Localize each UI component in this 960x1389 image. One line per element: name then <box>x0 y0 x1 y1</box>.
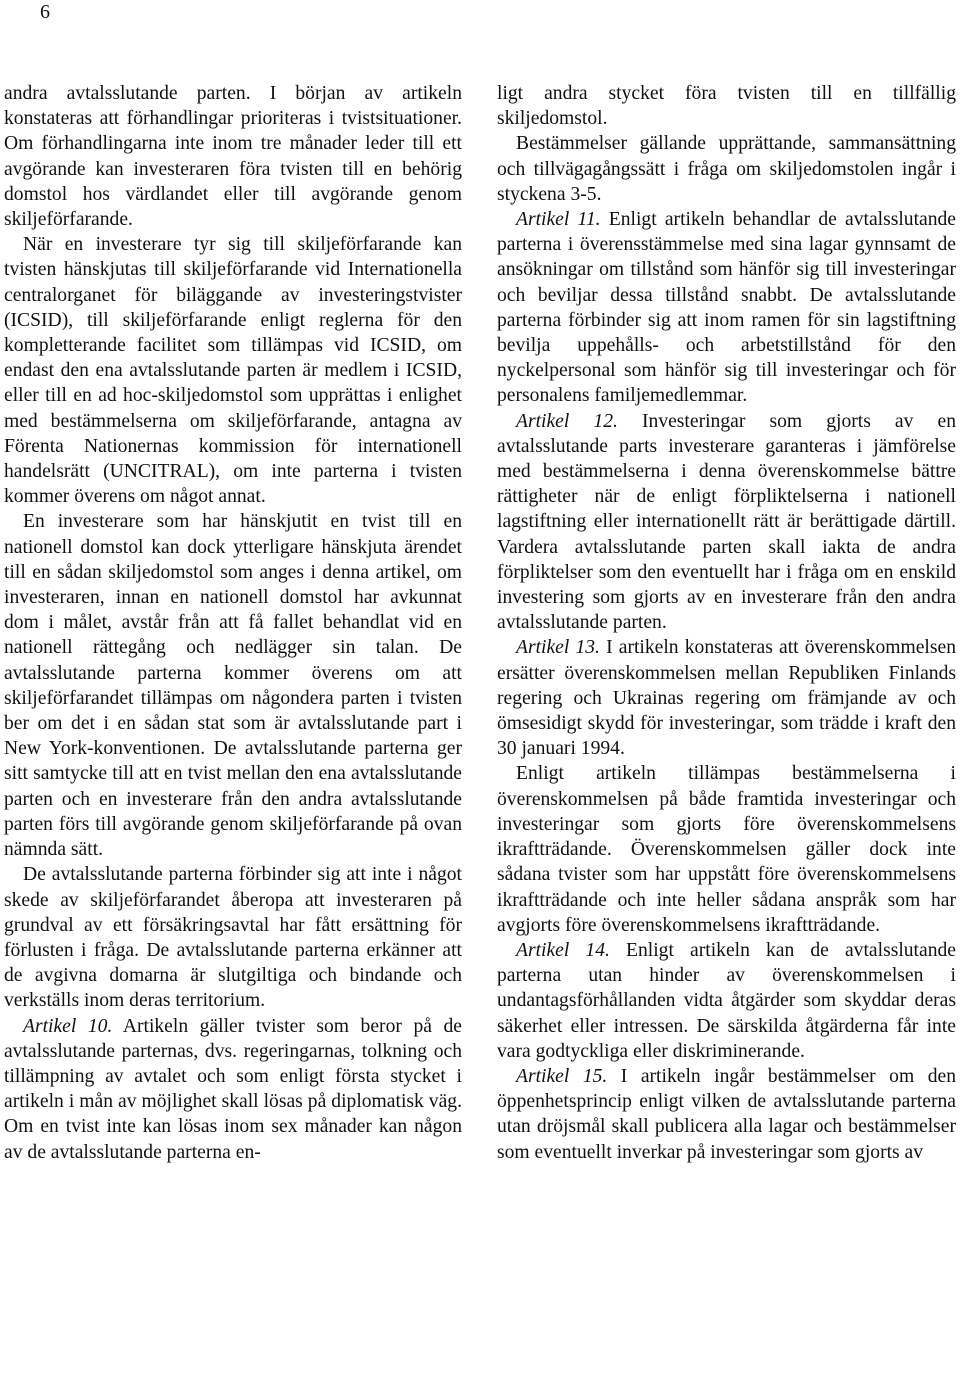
right-column <box>497 81 956 1165</box>
paragraph <box>497 409 956 636</box>
paragraph <box>497 938 956 1064</box>
paragraph <box>497 1064 956 1165</box>
paragraph <box>4 232 462 509</box>
article-label: Artikel 11. <box>516 209 601 231</box>
paragraph-text: En investerare som har hänskjutit en tvist till en nationell domstol kan dock ytterligare hänskjuta ärendet till en sådan skiljedomstol som anges i denna artikel, om investeraren, innan en nationell domstol har avkunnat dom i målet, avstår från att få fallet behandlat vid en nationell rättegång och nedlägger sin talan. De avtalsslutande parterna kommer överens om att skiljeförfarandet tillämpas om någondera parten i tvisten ber om det i en sådan stat som är avtalsslutande part i New York-konventionen. De avtalsslutande parterna ger sitt samtycke till att en tvist mellan den ena avtalsslutande parten och en investerare från den andra avtalsslutande parten förs till avgörande genom skiljeförfarande på ovan nämnda sätt. <box>4 511 462 861</box>
paragraph-text: När en investerare tyr sig till skiljeförfarande kan tvisten hänskjutas till skiljeförfarande vid Internationella centralorganet för biläggande av investeringstvister (ICSID), till skiljeförfarande enligt reglerna för den kompletterande facilitet som tillämpas vid ICSID, om endast den ena avtalsslutande parten är medlem i ICSID, eller till en ad hoc-skiljedomstol som upprättas i enlighet med bestämmelserna om skiljeförfarande, antagna av Förenta Nationernas kommission för internationell handelsrätt (UNCITRAL), om inte parterna i tvisten kommer överens om något annat. <box>4 234 462 508</box>
paragraph <box>4 81 462 232</box>
paragraph-text: Enligt artikeln behandlar de avtalsslutande parterna i överensstämmelse med sina lagar gynnsamt de ansökningar om tillstånd som hänför sig till investeringar och beviljar dessa tillstånd snabbt. De avtalsslutande parterna förbinder sig att inom ramen för sin lagstiftning bevilja uppehålls- och arbetstillstånd för den nyckelpersonal som hänför sig till investeringar och för personalens familjemedlemmar. <box>497 209 957 407</box>
paragraph <box>497 207 956 409</box>
paragraph-text: ligt andra stycket föra tvisten till en tillfällig skiljedomstol. <box>497 83 956 130</box>
article-label: Artikel 14. <box>516 939 610 961</box>
paragraph <box>4 862 462 1013</box>
paragraph <box>497 81 956 131</box>
paragraph-text: Bestämmelser gällande upprättande, sammansättning och tillvägagångssätt i fråga om skiljedomstolen ingår i styckena 3-5. <box>497 133 956 205</box>
paragraph-text: I artikeln ingår bestämmelser om den öppenhetsprincip enligt vilken de avtalsslutande parterna utan dröjsmål skall publicera alla lagar och bestämmelser som eventuellt inverkar på investeringar som gjorts av <box>497 1065 956 1163</box>
left-column <box>4 81 462 1165</box>
paragraph-text: Artikeln gäller tvister som beror på de avtalsslutande parternas, dvs. regeringarnas, tolkning och tillämpning av avtalet och som enligt första stycket i artikeln i mån av möjlighet skall lösas på diplomatisk väg. Om en tvist inte kan lösas inom sex månader kan någon av de avtalsslutande parterna en- <box>4 1015 462 1163</box>
paragraph-text: Enligt artikeln kan de avtalsslutande parterna utan hinder av överenskommelsen i undantagsförhållanden vidta åtgärder som skyddar deras säkerhet eller intressen. De särskilda åtgärderna får inte vara godtyckliga eller diskriminerande. <box>497 939 956 1062</box>
paragraph <box>4 1014 462 1165</box>
paragraph-text: I artikeln konstateras att överenskommelsen ersätter överenskommelsen mellan Republiken Finlands regering och Ukrainas regering om främjande av och ömsesidigt skydd för investeringar, som trädde i kraft den 30 januari 1994. <box>497 637 956 760</box>
paragraph <box>4 509 462 862</box>
paragraph <box>497 635 956 761</box>
paragraph-text: Investeringar som gjorts av en avtalsslutande parts investerare garanteras i jämförelse med bestämmelserna i denna överenskommelse bättre rättigheter när de enligt förpliktelserna i nationell lagstiftning eller internationellt rätt är berättigade därtill. Vardera avtalsslutande parten skall iakta de andra förpliktelser som den eventuellt har i fråga om en enskild investering som gjorts av en investerare från den andra avtalsslutande parten. <box>497 410 956 634</box>
article-label: Artikel 12. <box>516 410 618 432</box>
article-label: Artikel 13. <box>516 637 600 659</box>
article-label: Artikel 15. <box>516 1065 608 1087</box>
paragraph <box>497 761 956 937</box>
paragraph <box>497 131 956 207</box>
page-number: 6 <box>40 1 50 23</box>
article-label: Artikel 10. <box>23 1015 113 1037</box>
paragraph-text: Enligt artikeln tillämpas bestämmelserna i överenskommelsen på både framtida investeringar och investeringar som gjorts före överenskommelsens ikraftträdande. Överenskommelsen gäller dock inte sådana tvister som har uppstått före överenskommelsens ikraftträdande och inte heller sådana anspråk som har avgjorts före överenskommelsens ikraftträdande. <box>497 763 956 936</box>
paragraph-text: De avtalsslutande parterna förbinder sig att inte i något skede av skiljeförfarandet åberopa att investeraren på grundval av ett försäkringsavtal har fått ersättning för förlusten i fråga. De avtalsslutande parterna erkänner att de avgivna domarna är slutgiltiga och bindande och verkställs inom deras territorium. <box>4 864 462 1012</box>
paragraph-text: andra avtalsslutande parten. I början av artikeln konstateras att förhandlingar prioriteras i tvistsituationer. Om förhandlingarna inte inom tre månader leder till ett avgörande kan investeraren föra tvisten till en behörig domstol hos värdlandet eller till avgörande genom skiljeförfarande. <box>4 83 462 231</box>
